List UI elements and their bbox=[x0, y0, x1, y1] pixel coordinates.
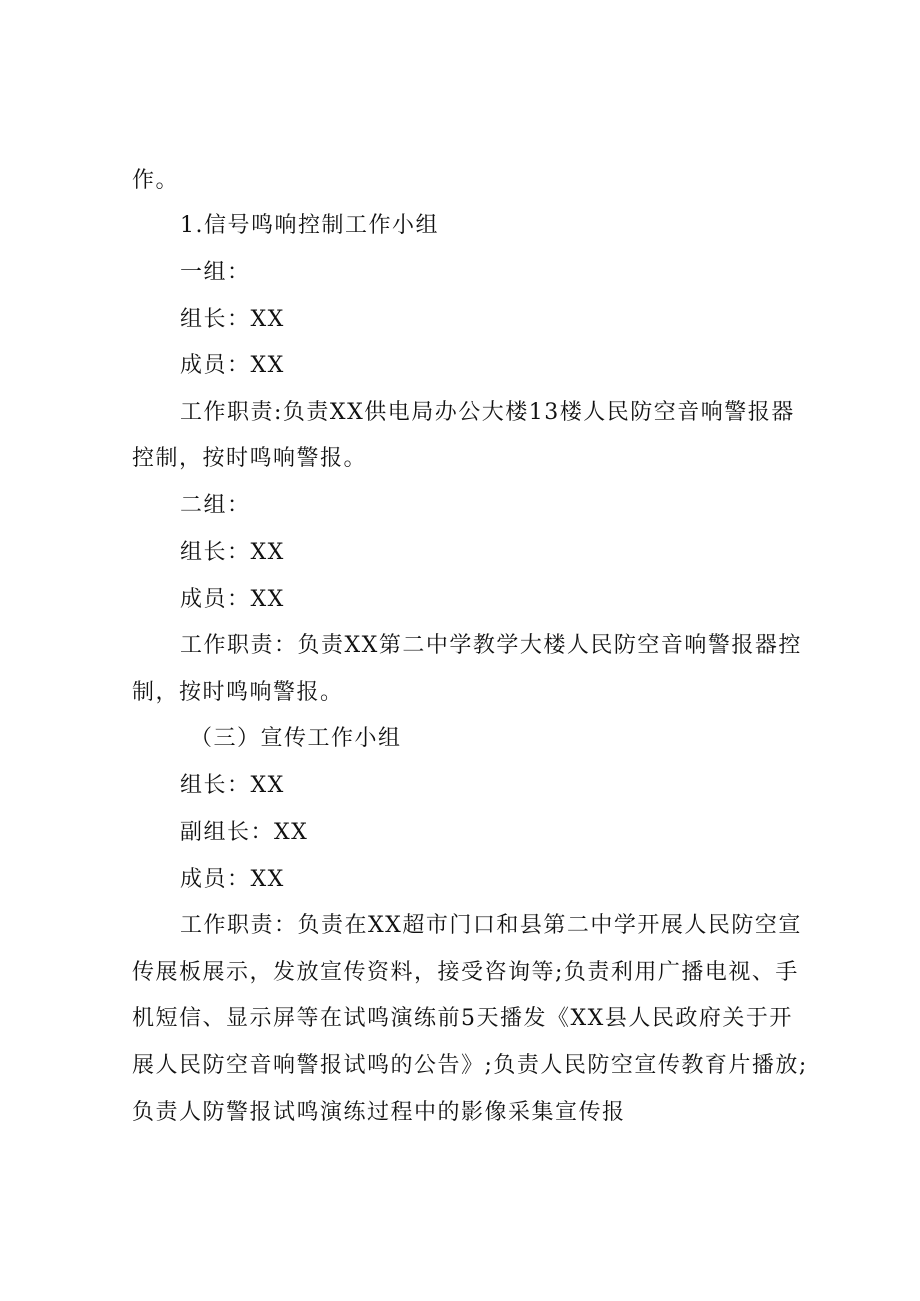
section-heading-signal-group: 1.信号鸣响控制工作小组 bbox=[180, 213, 439, 238]
group-leader-line: 组长：XX bbox=[180, 540, 285, 565]
duty-line-wrap: 控制，按时鸣响警报。 bbox=[132, 446, 368, 471]
subgroup-one-label: 一组： bbox=[180, 260, 251, 285]
text-line-continuation: 作。 bbox=[132, 168, 180, 193]
members-line: 成员：XX bbox=[180, 353, 285, 378]
duty-line-wrap: 展人民防空音响警报试鸣的公告》;负责人民防空宣传教育片播放; bbox=[132, 1053, 808, 1078]
duty-line-wrap: 制，按时鸣响警报。 bbox=[132, 680, 344, 705]
members-line: 成员：XX bbox=[180, 587, 285, 612]
members-line: 成员：XX bbox=[180, 867, 285, 892]
duty-line-wrap: 负责人防警报试鸣演练过程中的影像采集宣传报 bbox=[132, 1100, 626, 1125]
duty-line: 工作职责:负责XX供电局办公大楼13楼人民防空音响警报器 bbox=[180, 400, 795, 425]
group-leader-line: 组长：XX bbox=[180, 307, 285, 332]
duty-line: 工作职责：负责在XX超市门口和县第二中学开展人民防空宣 bbox=[180, 913, 802, 938]
duty-line: 工作职责：负责XX第二中学教学大楼人民防空音响警报器控 bbox=[180, 633, 802, 658]
deputy-leader-line: 副组长：XX bbox=[180, 820, 309, 845]
section-heading-publicity-group: （三）宣传工作小组 bbox=[190, 726, 402, 751]
duty-line-wrap: 机短信、显示屏等在试鸣演练前5天播发《XX县人民政府关于开 bbox=[132, 1006, 793, 1031]
duty-line-wrap: 传展板展示，发放宣传资料，接受咨询等;负责利用广播电视、手 bbox=[132, 960, 799, 985]
subgroup-two-label: 二组： bbox=[180, 493, 251, 518]
group-leader-line: 组长：XX bbox=[180, 773, 285, 798]
